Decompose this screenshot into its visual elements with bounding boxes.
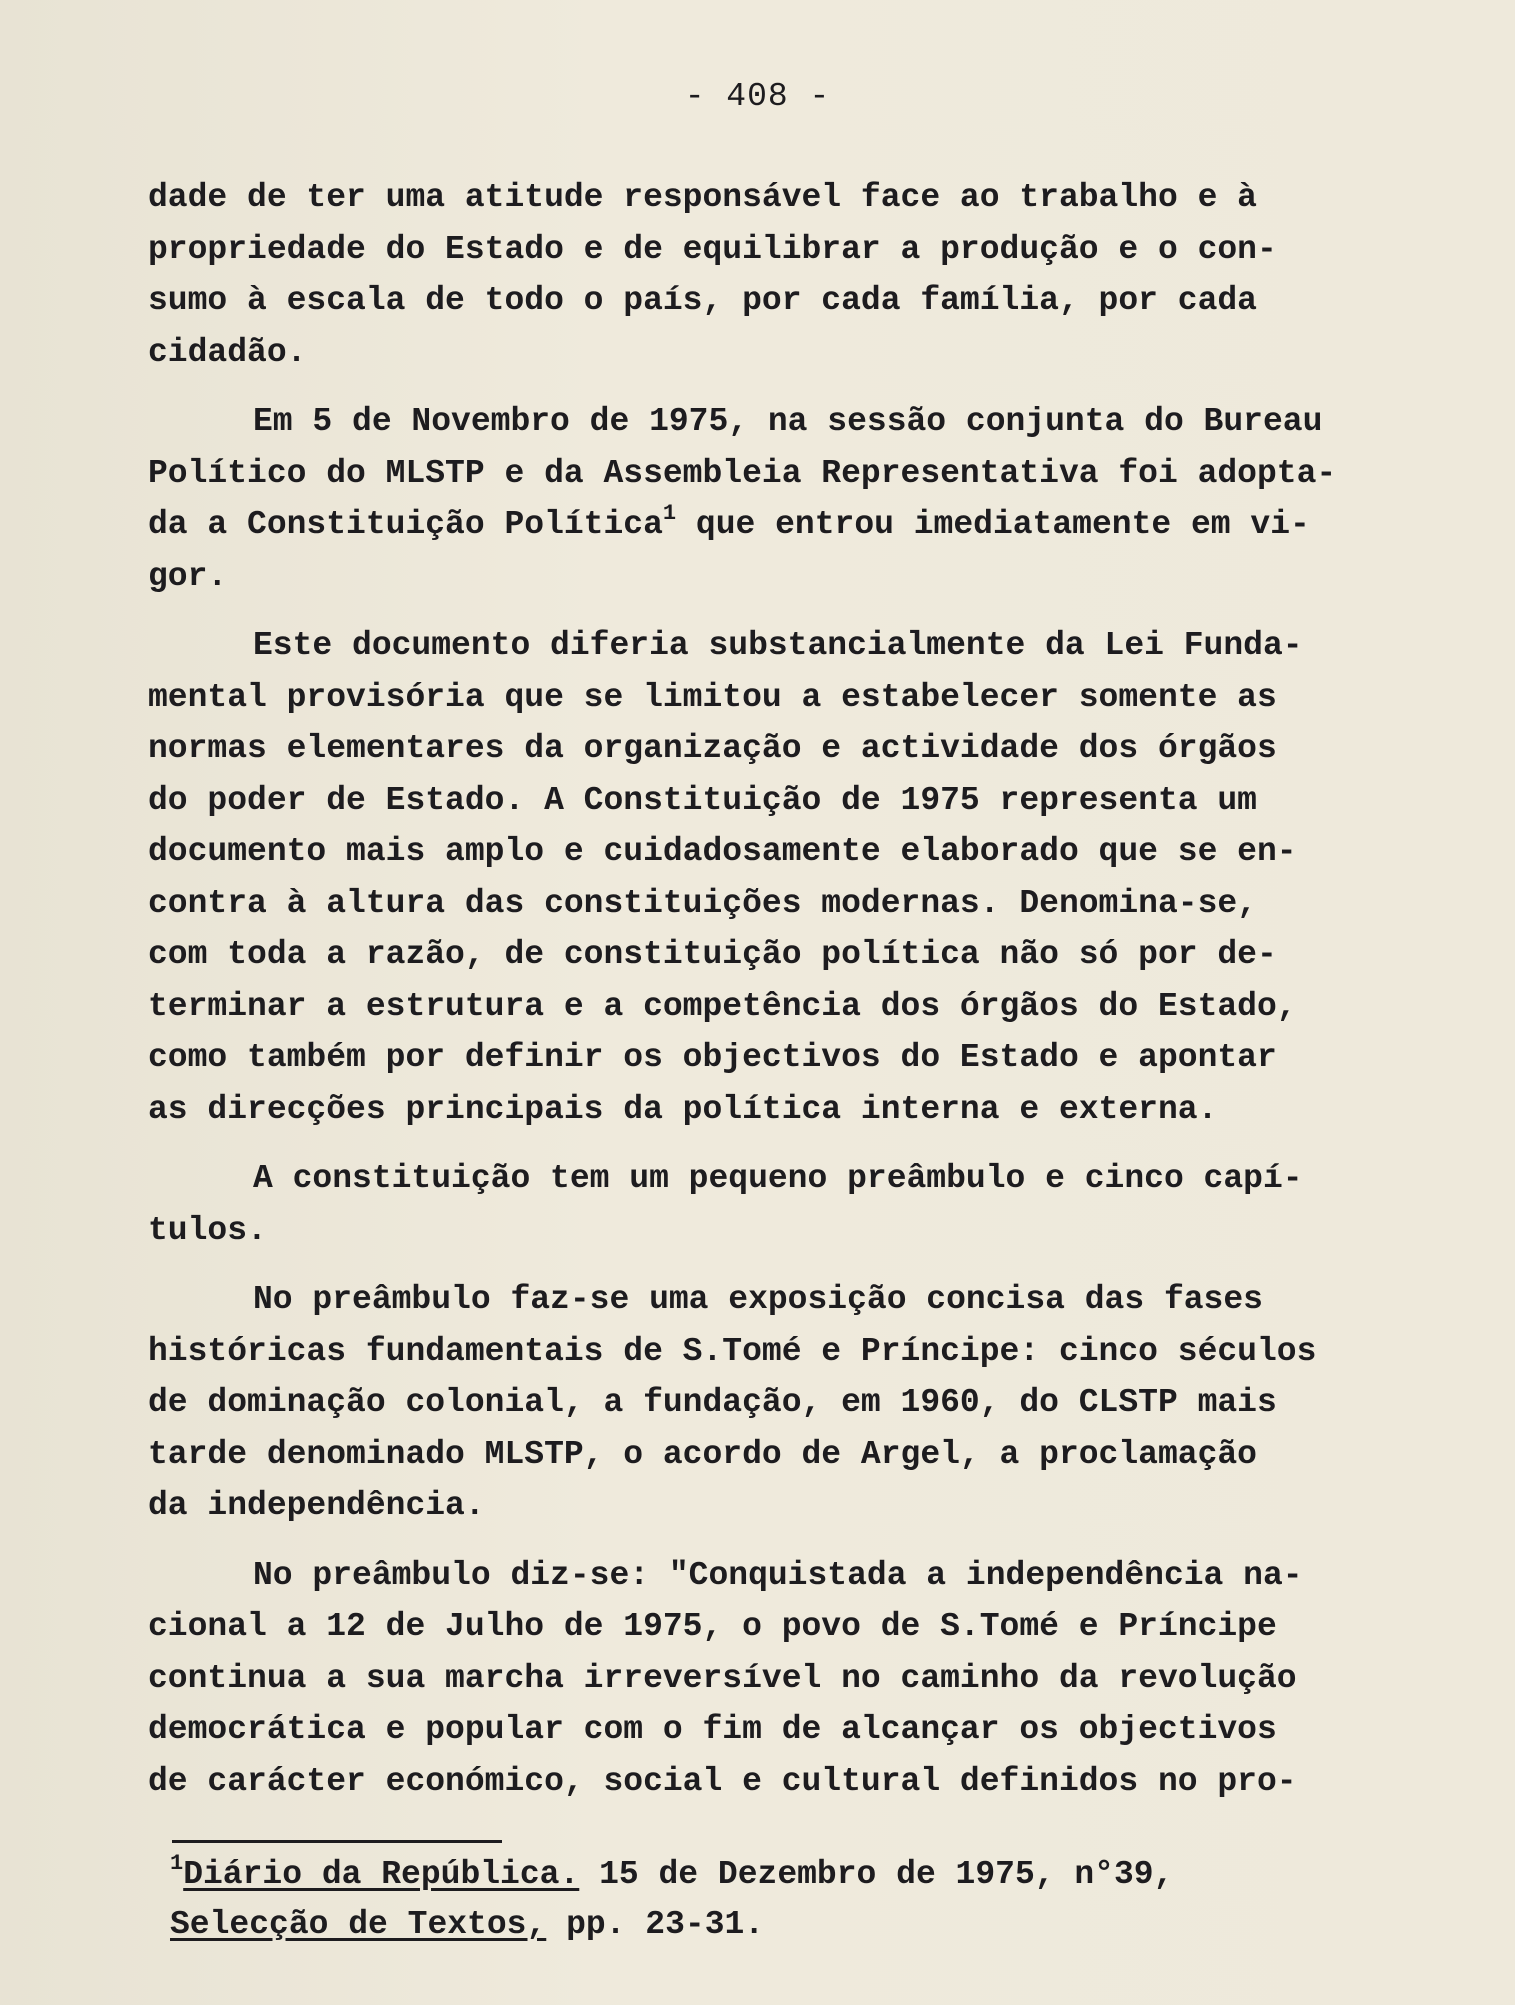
text-line: sumo à escala de todo o país, por cada família, por cada [148,282,1257,319]
text-line: documento mais amplo e cuidadosamente elaborado que se en- [148,833,1297,870]
text-segment: que entrou imediatamente em vi- [695,506,1310,543]
paragraph-3 [148,620,1408,1135]
footnote-line [170,1850,1390,1900]
text-line: Este documento diferia substancialmente da Lei Funda- [253,627,1303,664]
text-line: históricas fundamentais de S.Tomé e Príncipe: cinco séculos [148,1332,1317,1370]
paragraph-1 [148,172,1408,378]
text-line: continua a sua marcha irreversível no caminho da revolução [148,1659,1297,1697]
footnote-pages: pp. 23-31. [566,1906,765,1943]
text-line: normas elementares da organização e actividade dos órgãos [148,730,1277,767]
text-line: A constituição tem um pequeno preâmbulo e cinco capí- [253,1160,1303,1197]
text-line: contra à altura das constituições modernas. Denomina-se, [148,884,1257,922]
text-line: tarde denominado MLSTP, o acordo de Argel, a proclamação [148,1435,1257,1473]
text-line: No preâmbulo faz-se uma exposição concisa das fases [253,1281,1263,1318]
text-line: tulos. [148,1211,267,1249]
text-line: Político do MLSTP e da Assembleia Representativa foi adopta- [148,454,1337,492]
text-line: gor. [148,557,228,595]
text-line: como também por definir os objectivos do Estado e apontar [148,1039,1277,1076]
text-segment: da a Constituição Política [148,506,663,543]
text-line: cional a 12 de Julho de 1975, o povo de S.Tomé e Príncipe [148,1608,1277,1645]
footnote-text: 15 de Dezembro de 1975, n°39, [599,1856,1174,1893]
footnote [170,1850,1390,1950]
text-line: cidadão. [148,333,307,371]
text-line: terminar a estrutura e a competência dos órgãos do Estado, [148,987,1297,1025]
footnote-divider [172,1840,502,1843]
text-line: de carácter económico, social e cultural definidos no pro- [148,1762,1297,1800]
footnote-source-title: Diário da República. [183,1856,580,1893]
text-line: propriedade do Estado e de equilibrar a produção e o con- [148,230,1277,268]
text-line: No preâmbulo diz-se: "Conquistada a independência na- [253,1556,1303,1594]
footnote-collection-title: Selecção de Textos, [170,1906,547,1943]
text-line: as direcções principais da política interna e externa. [148,1090,1218,1128]
text-line: democrática e popular com o fim de alcançar os objectivos [148,1711,1277,1748]
text-line: da independência. [148,1487,485,1524]
footnote-mark: 1 [170,1851,184,1876]
text-line: Em 5 de Novembro de 1975, na sessão conjunta do Bureau [253,403,1323,440]
paragraph-2 [148,396,1408,602]
text-line: dade de ter uma atitude responsável face ao trabalho e à [148,179,1257,216]
footnote-reference: 1 [662,501,677,526]
text-line: do poder de Estado. A Constituição de 1975 representa um [148,781,1257,819]
paragraph-5 [148,1274,1408,1532]
text-line-with-footnote [148,499,1408,551]
page-number: - 408 - [684,78,831,115]
body-text [148,172,1408,1825]
text-line: de dominação colonial, a fundação, em 1960, do CLSTP mais [148,1384,1277,1421]
text-line: com toda a razão, de constituição política não só por de- [148,936,1277,973]
paragraph-6 [148,1550,1408,1808]
footnote-line [170,1900,1390,1950]
text-line: mental provisória que se limitou a estabelecer somente as [148,678,1277,716]
paragraph-4 [148,1153,1408,1256]
